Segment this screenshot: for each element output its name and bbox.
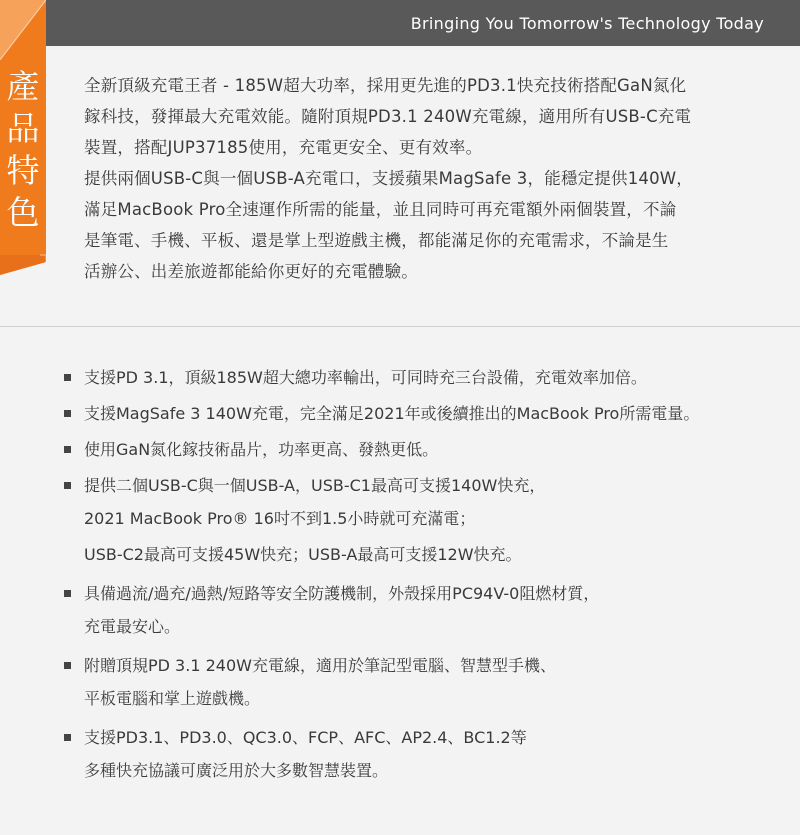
intro-line: 提供兩個USB-C與一個USB-A充電口，支援蘋果MagSafe 3，能穩定提供140W， [84, 169, 694, 188]
square-bullet-icon [64, 410, 71, 417]
feature-line: 充電最安心。 [84, 617, 181, 636]
square-bullet-icon [64, 734, 71, 741]
square-bullet-icon [64, 374, 71, 381]
feature-line: 附贈頂規PD 3.1 240W充電線，適用於筆記型電腦、智慧型手機、 [84, 656, 556, 675]
feature-line: 多種快充協議可廣泛用於大多數智慧裝置。 [84, 761, 389, 780]
feature-item [60, 362, 795, 393]
square-bullet-icon [64, 662, 71, 669]
square-bullet-icon [64, 446, 71, 453]
feature-line: 支援PD 3.1，頂級185W超大總功率輸出，可同時充三台設備，充電效率加倍。 [84, 368, 647, 387]
ribbon-char: 產 [6, 67, 40, 106]
square-bullet-icon [64, 482, 71, 489]
feature-line: 支援PD3.1、PD3.0、QC3.0、FCP、AFC、AP2.4、BC1.2等 [84, 728, 527, 747]
feature-line: 具備過流/過充/過熱/短路等安全防護機制，外殼採用PC94V-0阻燃材質， [84, 584, 600, 603]
ribbon-char: 色 [6, 193, 40, 232]
feature-item [60, 578, 795, 645]
intro-line: 鎵科技，發揮最大充電效能。隨附頂規PD3.1 240W充電線，適用所有USB-C充電 [84, 107, 692, 126]
feature-line: 平板電腦和掌上遊戲機。 [84, 689, 261, 708]
intro-line: 全新頂級充電王者 - 185W超大功率，採用更先進的PD3.1快充技術搭配GaN氮化 [84, 76, 687, 95]
ribbon-char: 品 [6, 109, 40, 148]
product-features-ribbon [0, 0, 46, 275]
feature-line: 使用GaN氮化鎵技術晶片，功率更高、發熱更低。 [84, 440, 439, 459]
feature-list [60, 362, 795, 794]
intro-line: 滿足MacBook Pro全速運作所需的能量，並且同時可再充電額外兩個裝置，不論 [84, 200, 677, 219]
intro-paragraph [84, 70, 774, 287]
feature-item [60, 650, 795, 717]
ribbon-char: 特 [6, 151, 40, 190]
feature-item [60, 722, 795, 789]
intro-line: 裝置，搭配JUP37185使用，充電更安全、更有效率。 [84, 138, 483, 157]
brand-tagline: Bringing You Tomorrow's Technology Today [410, 14, 764, 33]
feature-item [60, 434, 795, 465]
header-band [0, 0, 800, 46]
feature-item [60, 470, 795, 573]
intro-line: 是筆電、手機、平板、還是掌上型遊戲主機，都能滿足你的充電需求，不論是生 [84, 231, 669, 250]
feature-line: 提供二個USB-C與一個USB-A，USB-C1最高可支援140W快充， [84, 476, 546, 495]
feature-line: USB-C2最高可支援45W快充；USB-A最高可支援12W快充。 [84, 545, 522, 564]
feature-item [60, 398, 795, 429]
feature-line: 2021 MacBook Pro® 16吋不到1.5小時就可充滿電； [84, 509, 476, 528]
section-divider [0, 326, 800, 327]
ribbon-title [0, 66, 46, 234]
intro-line: 活辦公、出差旅遊都能給你更好的充電體驗。 [84, 262, 418, 281]
square-bullet-icon [64, 590, 71, 597]
feature-line: 支援MagSafe 3 140W充電，完全滿足2021年或後續推出的MacBook Pro所需電量。 [84, 404, 700, 423]
